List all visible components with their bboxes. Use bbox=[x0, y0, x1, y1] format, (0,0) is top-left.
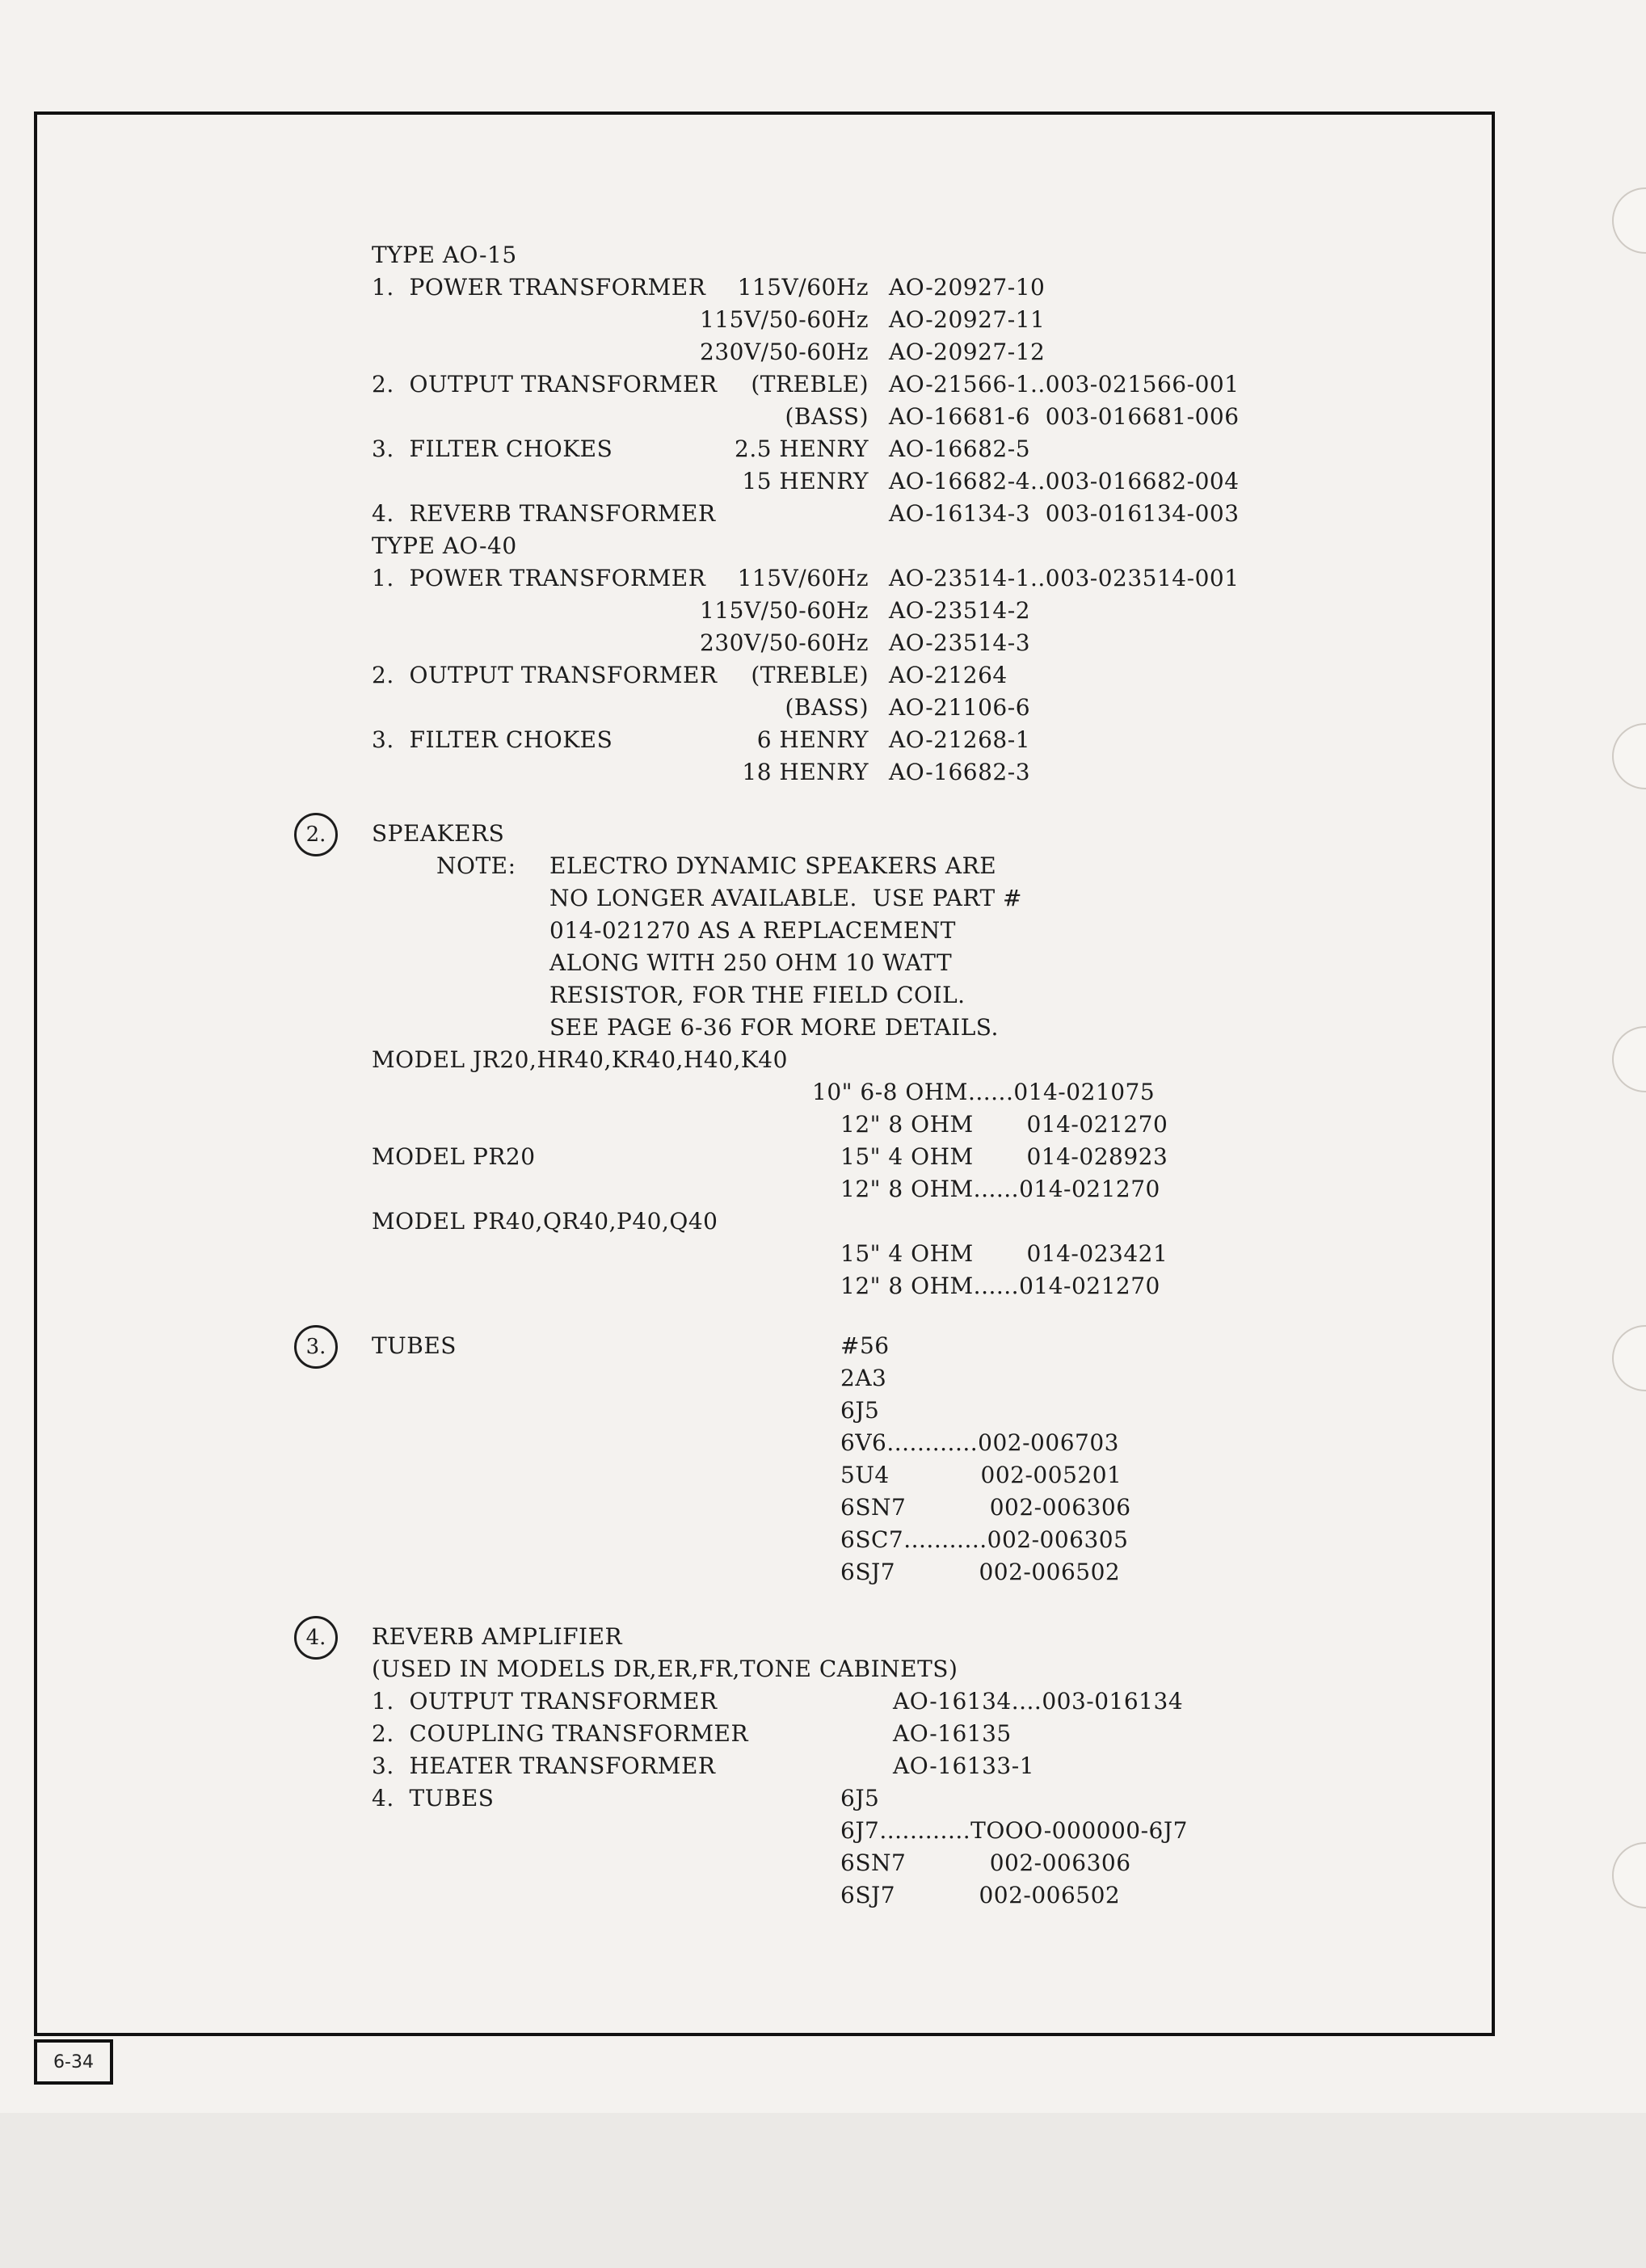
model-2-label: MODEL PR20 bbox=[372, 1143, 536, 1170]
reverb-tube-item: 6SN7 002-006306 bbox=[840, 1849, 1131, 1876]
speakers-title: SPEAKERS bbox=[372, 820, 505, 847]
ao15-item-3b-spec: 15 HENRY bbox=[742, 468, 869, 494]
ao15-item-2b-spec: (BASS) bbox=[785, 403, 869, 430]
note-line-6: SEE PAGE 6-36 FOR MORE DETAILS. bbox=[549, 1014, 999, 1041]
section-2-marker bbox=[294, 813, 338, 856]
reverb-tube-item: 6J5 bbox=[840, 1785, 880, 1811]
note-line-2: NO LONGER AVAILABLE. USE PART # bbox=[549, 885, 1022, 911]
reverb-item-4-label: 4. TUBES bbox=[372, 1785, 495, 1811]
ao40-item-2a-part: AO-21264 bbox=[889, 662, 1008, 688]
ao15-item-1c-spec: 230V/50-60Hz bbox=[700, 339, 869, 365]
ao15-item-3-label: 3. FILTER CHOKES bbox=[372, 436, 613, 462]
ao15-item-2-label: 2. OUTPUT TRANSFORMER bbox=[372, 371, 718, 398]
binder-hole-1 bbox=[1612, 187, 1646, 254]
ao40-item-2b-spec: (BASS) bbox=[785, 694, 869, 721]
ao40-item-3b-spec: 18 HENRY bbox=[742, 759, 869, 785]
ao15-item-1a-spec: 115V/60Hz bbox=[737, 274, 869, 301]
model-3-label: MODEL PR40,QR40,P40,Q40 bbox=[372, 1208, 718, 1235]
binder-hole-4 bbox=[1612, 1325, 1646, 1391]
tube-item: 6V6............002-006703 bbox=[840, 1429, 1119, 1456]
ao15-item-1c-part: AO-20927-12 bbox=[889, 339, 1046, 365]
reverb-item-1-part: AO-16134....003-016134 bbox=[893, 1688, 1184, 1715]
ao40-item-3b-part: AO-16682-3 bbox=[889, 759, 1031, 785]
reverb-item-2-label: 2. COUPLING TRANSFORMER bbox=[372, 1720, 749, 1747]
page-number: 6-34 bbox=[34, 2039, 113, 2085]
ao15-item-3a-spec: 2.5 HENRY bbox=[735, 436, 869, 462]
ao40-item-1c-part: AO-23514-3 bbox=[889, 629, 1031, 656]
ao40-item-1-label: 1. POWER TRANSFORMER bbox=[372, 565, 706, 591]
reverb-subtitle: (USED IN MODELS DR,ER,FR,TONE CABINETS) bbox=[372, 1656, 958, 1682]
binder-hole-2 bbox=[1612, 723, 1646, 789]
tube-item: 5U4 002-005201 bbox=[840, 1462, 1122, 1488]
page-bottom-shade bbox=[0, 2113, 1646, 2268]
reverb-tube-item: 6SJ7 002-006502 bbox=[840, 1882, 1121, 1908]
section-3-number: 3. bbox=[305, 1335, 326, 1359]
note-line-4: ALONG WITH 250 OHM 10 WATT bbox=[549, 949, 953, 976]
tube-item: 6J5 bbox=[840, 1397, 880, 1424]
ao15-item-1b-part: AO-20927-11 bbox=[889, 306, 1046, 333]
section-2-number: 2. bbox=[305, 823, 326, 847]
binder-hole-3 bbox=[1612, 1026, 1646, 1092]
model-3-speaker-a: 15" 4 OHM 014-023421 bbox=[840, 1240, 1168, 1267]
section-4-number: 4. bbox=[305, 1626, 326, 1650]
note-line-3: 014-021270 AS A REPLACEMENT bbox=[549, 917, 956, 944]
ao40-item-3-label: 3. FILTER CHOKES bbox=[372, 726, 613, 753]
model-2-speaker-a: 15" 4 OHM 014-028923 bbox=[840, 1143, 1168, 1170]
reverb-tube-item: 6J7............TOOO-000000-6J7 bbox=[840, 1817, 1188, 1844]
ao40-item-1a-part: AO-23514-1..003-023514-001 bbox=[889, 565, 1240, 591]
tube-item: #56 bbox=[840, 1332, 890, 1359]
model-1-label: MODEL JR20,HR40,KR40,H40,K40 bbox=[372, 1046, 788, 1073]
tubes-title: TUBES bbox=[372, 1332, 457, 1359]
model-2-speaker-b: 12" 8 OHM......014-021270 bbox=[840, 1176, 1160, 1202]
binder-hole-5 bbox=[1612, 1842, 1646, 1908]
tube-item: 2A3 bbox=[840, 1365, 887, 1391]
ao40-item-1c-spec: 230V/50-60Hz bbox=[700, 629, 869, 656]
ao40-item-1a-spec: 115V/60Hz bbox=[737, 565, 869, 591]
ao40-item-1b-spec: 115V/50-60Hz bbox=[700, 597, 869, 624]
ao40-item-2a-spec: (TREBLE) bbox=[751, 662, 869, 688]
ao40-title: TYPE AO-40 bbox=[372, 532, 517, 559]
ao15-item-2b-part: AO-16681-6 003-016681-006 bbox=[889, 403, 1240, 430]
reverb-title: REVERB AMPLIFIER bbox=[372, 1623, 623, 1650]
ao40-item-3a-part: AO-21268-1 bbox=[889, 726, 1031, 753]
ao15-item-3a-part: AO-16682-5 bbox=[889, 436, 1031, 462]
section-4-marker bbox=[294, 1616, 338, 1660]
ao15-item-1a-part: AO-20927-10 bbox=[889, 274, 1046, 301]
ao40-item-3a-spec: 6 HENRY bbox=[756, 726, 869, 753]
section-3-marker bbox=[294, 1325, 338, 1369]
tube-item: 6SN7 002-006306 bbox=[840, 1494, 1131, 1521]
reverb-item-1-label: 1. OUTPUT TRANSFORMER bbox=[372, 1688, 718, 1715]
reverb-item-3-label: 3. HEATER TRANSFORMER bbox=[372, 1753, 716, 1779]
ao15-item-1-label: 1. POWER TRANSFORMER bbox=[372, 274, 706, 301]
model-1-speaker-b: 12" 8 OHM 014-021270 bbox=[840, 1111, 1168, 1138]
tube-item: 6SJ7 002-006502 bbox=[840, 1559, 1121, 1585]
ao40-item-2b-part: AO-21106-6 bbox=[889, 694, 1031, 721]
note-line-5: RESISTOR, FOR THE FIELD COIL. bbox=[549, 982, 966, 1008]
model-3-speaker-b: 12" 8 OHM......014-021270 bbox=[840, 1273, 1160, 1299]
model-1-speaker-a: 10" 6-8 OHM......014-021075 bbox=[812, 1079, 1156, 1105]
ao15-item-2a-part: AO-21566-1..003-021566-001 bbox=[889, 371, 1240, 398]
ao15-item-3b-part: AO-16682-4..003-016682-004 bbox=[889, 468, 1240, 494]
note-label: NOTE: bbox=[436, 852, 516, 879]
reverb-item-2-part: AO-16135 bbox=[893, 1720, 1012, 1747]
ao15-item-2a-spec: (TREBLE) bbox=[751, 371, 869, 398]
tube-item: 6SC7...........002-006305 bbox=[840, 1526, 1129, 1553]
note-line-1: ELECTRO DYNAMIC SPEAKERS ARE bbox=[549, 852, 997, 879]
ao15-item-1b-spec: 115V/50-60Hz bbox=[700, 306, 869, 333]
reverb-item-3-part: AO-16133-1 bbox=[893, 1753, 1035, 1779]
ao15-title: TYPE AO-15 bbox=[372, 242, 517, 268]
ao40-item-1b-part: AO-23514-2 bbox=[889, 597, 1031, 624]
ao15-item-4-label: 4. REVERB TRANSFORMER bbox=[372, 500, 716, 527]
ao15-item-4-part: AO-16134-3 003-016134-003 bbox=[889, 500, 1240, 527]
ao40-item-2-label: 2. OUTPUT TRANSFORMER bbox=[372, 662, 718, 688]
